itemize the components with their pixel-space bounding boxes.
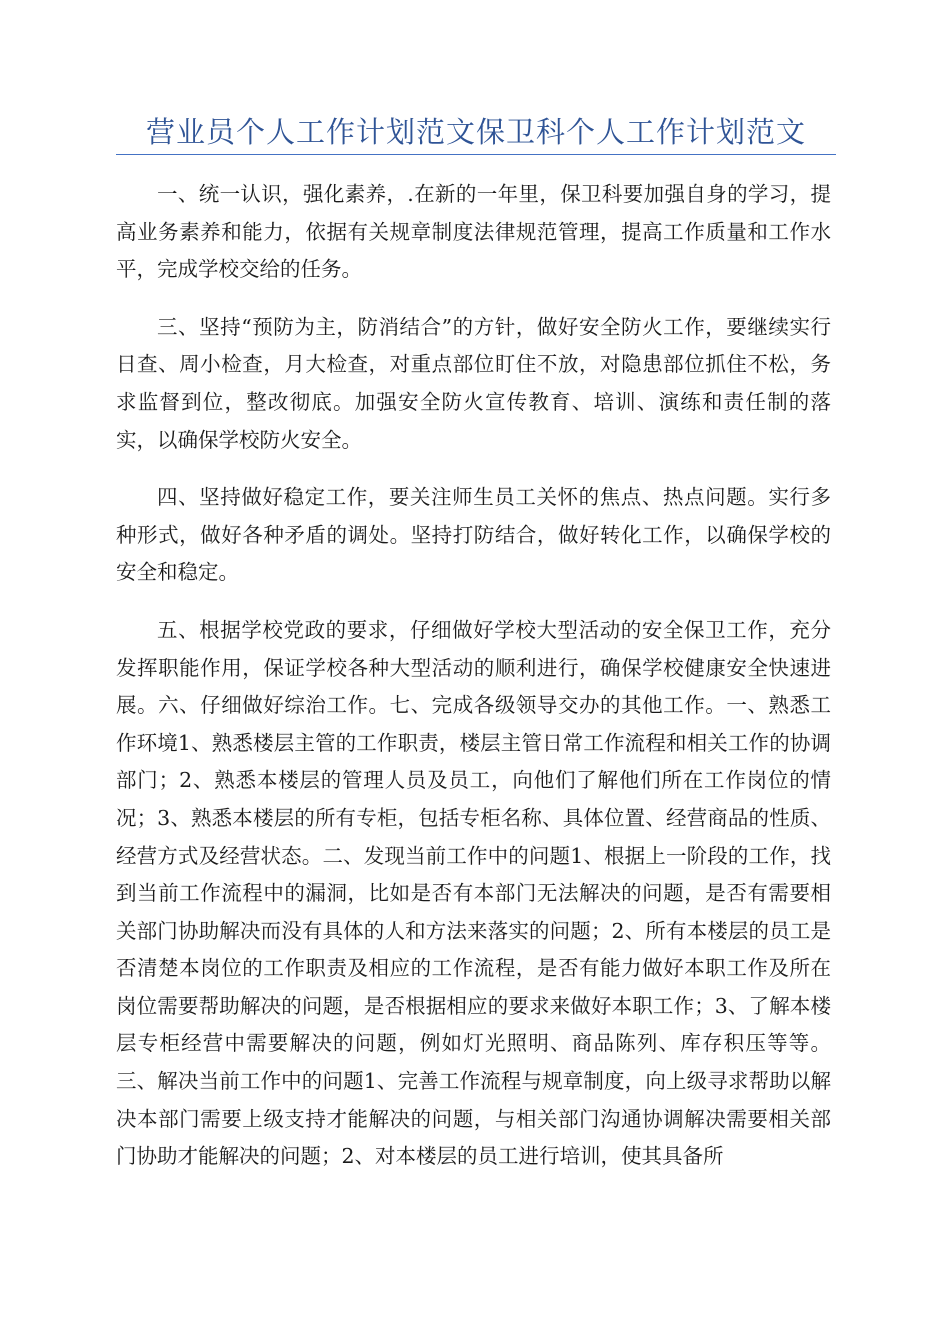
paragraph-2: 三、坚持“预防为主，防消结合”的方针，做好安全防火工作，要继续实行日查、周小检查，月大检查，对重点部位盯住不放，对隐患部位抓住不松，务求监督到位，整改彻底。加强安全防火宣传教育、培训、演练和责任制的落实，以确保学校防火安全。 bbox=[116, 314, 831, 452]
document-body bbox=[116, 176, 831, 1196]
title-underline bbox=[116, 154, 836, 155]
paragraph-1: 一、统一认识，强化素养，.在新的一年里，保卫科要加强自身的学习，提高业务素养和能力，依据有关规章制度法律规范管理，提高工作质量和工作水平，完成学校交给的任务。 bbox=[116, 182, 831, 282]
paragraph-4: 五、根据学校党政的要求，仔细做好学校大型活动的安全保卫工作，充分发挥职能作用，保证学校各种大型活动的顺利进行，确保学校健康安全快速进展。六、仔细做好综治工作。七、完成各级领导交办的其他工作。一、熟悉工作环境1、熟悉楼层主管的工作职责，楼层主管日常工作流程和相关工作的协调部门；2、熟悉本楼层的管理人员及员工，向他们了解他们所在工作岗位的情况；3、熟悉本楼层的所有专柜，包括专柜名称、具体位置、经营商品的性质、经营方式及经营状态。二、发现当前工作中的问题1、根据上一阶段的工作，找到当前工作流程中的漏洞，比如是否有本部门无法解决的问题，是否有需要相关部门协助解决而没有具体的人和方法来落实的问题；2、所有本楼层的员工是否清楚本岗位的工作职责及相应的工作流程，是否有能力做好本职工作及所在岗位需要帮助解决的问题，是否根据相应的要求来做好本职工作；3、了解本楼层专柜经营中需要解决的问题，例如灯光照明、商品陈列、库存积压等等。三、解决当前工作中的问题1、完善工作流程与规章制度，向上级寻求帮助以解决本部门需要上级支持才能解决的问题，与相关部门沟通协调解决需要相关部门协助才能解决的问题；2、对本楼层的员工进行培训，使其具备所 bbox=[116, 617, 831, 1169]
document-title: 营业员个人工作计划范文保卫科个人工作计划范文 bbox=[145, 115, 806, 149]
paragraph-3: 四、坚持做好稳定工作，要关注师生员工关怀的焦点、热点问题。实行多种形式，做好各种矛盾的调处。坚持打防结合，做好转化工作，以确保学校的安全和稳定。 bbox=[116, 485, 831, 585]
